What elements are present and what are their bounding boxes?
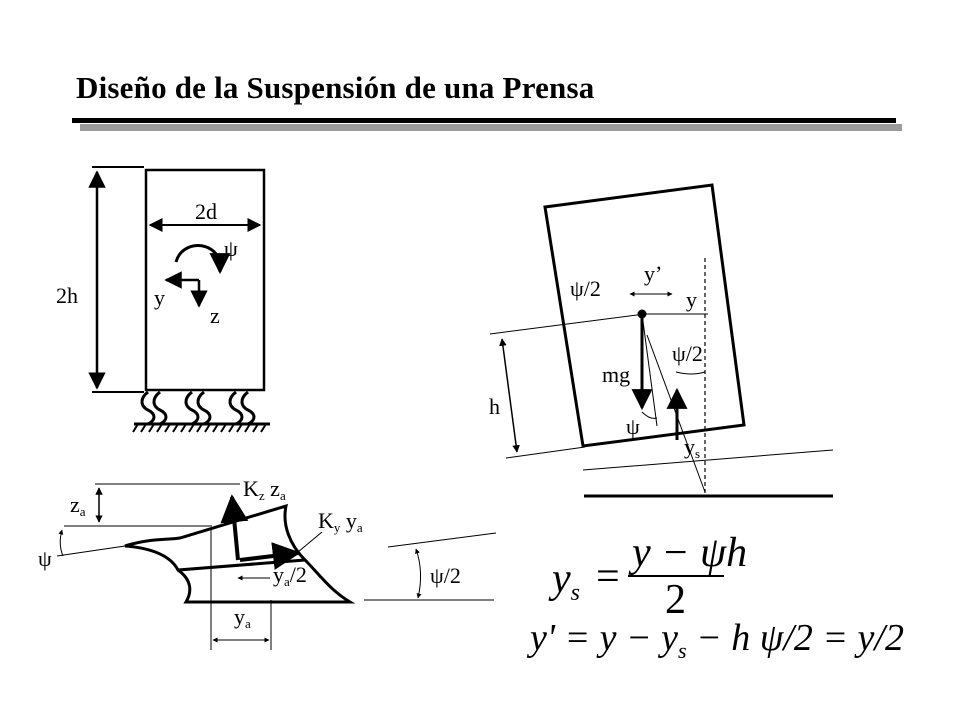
eq1-denominator: 2 [665, 577, 686, 623]
eq1-equals: = [596, 554, 620, 600]
psi-label: ψ [224, 236, 238, 261]
tilted-press-view [489, 185, 833, 497]
rotation-arrow [176, 246, 220, 273]
eq2: $y' = y - y_s - h$ ψ/2 = y/2 [530, 617, 904, 663]
h-dimension-arrow [502, 339, 517, 452]
psi-half-arc [676, 372, 705, 374]
psi-half-arc-small [416, 549, 421, 598]
yprime-label: y’ [644, 261, 663, 286]
equations [526, 530, 904, 663]
y-axis-label: y [154, 285, 165, 310]
tilted-axis [642, 314, 657, 426]
ky-leader-line [298, 532, 322, 552]
tilted-reference-top [490, 314, 645, 334]
spring-deformation-view [38, 476, 496, 650]
psi-half-tilted [388, 533, 496, 547]
ya-label: ya [234, 604, 251, 631]
ya-half-label: ya/2 [273, 562, 307, 589]
ky-force-arrow [240, 553, 298, 560]
za-label: za [70, 492, 86, 519]
h-label: h [489, 394, 500, 419]
tilted-ground-reference [583, 450, 833, 470]
psi-small-arc [60, 530, 63, 556]
tilted-reference-bottom [506, 447, 585, 458]
ys-label: ys [684, 434, 701, 461]
mg-label: mg [602, 362, 631, 387]
kz-label: Kz za [243, 476, 286, 503]
psi-reference-line [57, 546, 125, 556]
height-label: 2h [56, 283, 78, 308]
width-label: 2d [195, 199, 217, 224]
press-front-view [56, 167, 270, 432]
deformed-spring-lower [178, 560, 350, 602]
eq1-numerator: y − ψh [632, 530, 748, 576]
eq1-lhs: ys [552, 556, 580, 606]
kz-force-arrow [232, 497, 238, 560]
deformed-spring-upper [125, 506, 305, 570]
spring-supports [142, 392, 254, 424]
z-axis-label: z [210, 303, 220, 328]
ky-label: Ky ya [318, 508, 363, 535]
slide-title: Diseño de la Suspensión de una Prensa [76, 70, 595, 105]
psi-half-label-small: ψ/2 [430, 563, 461, 588]
psi-half-left-label: ψ/2 [570, 276, 601, 301]
y-label: y [686, 287, 697, 312]
psi-half-right-label: ψ/2 [672, 341, 703, 366]
psi-label-right: ψ [626, 414, 640, 439]
psi-small-label: ψ [38, 546, 52, 571]
